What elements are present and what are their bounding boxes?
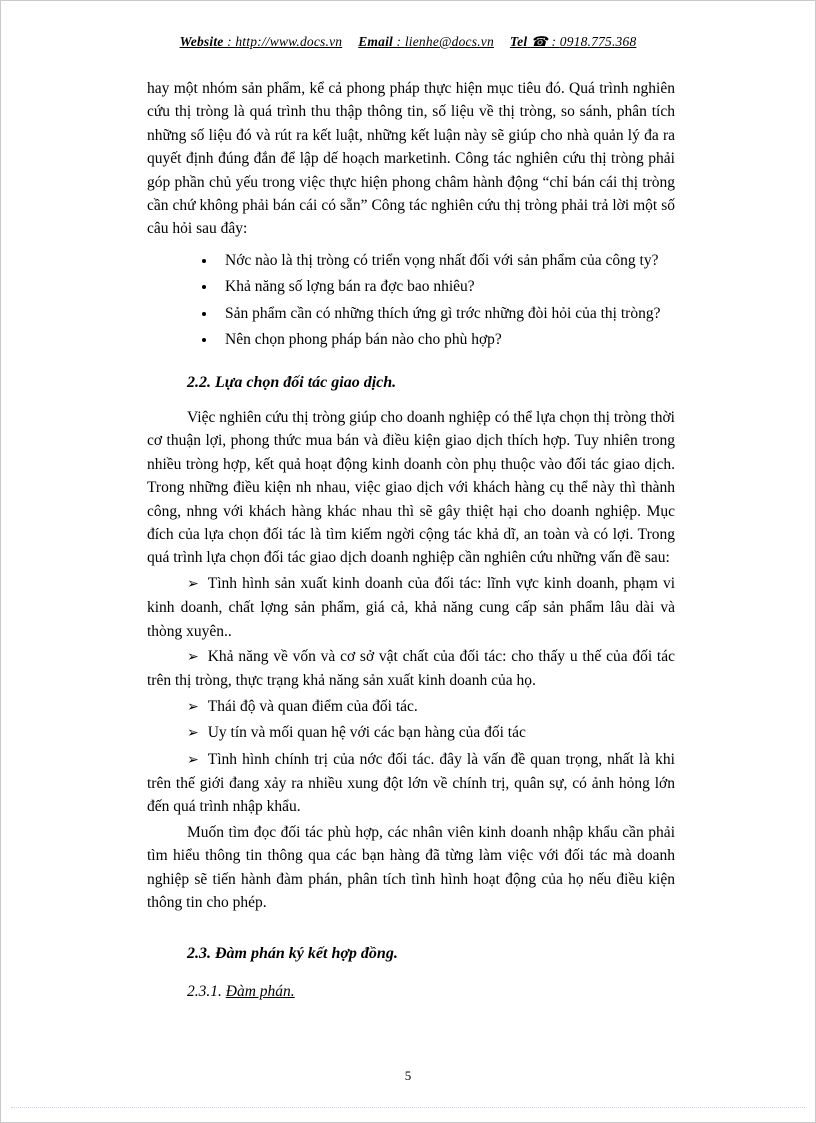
website-separator: :: [223, 34, 236, 49]
paragraph-partner-selection: Việc nghiên cứu thị tròng giúp cho doanh nghiệp có thể lựa chọn thị tròng thời cơ thuận lợi, phong thức mua bán và điều kiện giao dịch thích hợp. Tuy nhiên trong nhiều tròng hợp, kết quả hoạt động kinh doanh còn phụ thuộc vào đối tác giao dịch. Trong những điều kiện nh nhau, việc giao dịch với khách hàng cụ thể này thì thành công, nhng với khách hàng khác nhau thì sẽ gây thiệt hại cho doanh nghiệp. Mục đích của lựa chọn đối tác là tìm kiếm ngời cộng tác khả dĩ, an toàn và có lợi. Trong quá trình lựa chọn đối tác giao dịch doanh nghiệp cần nghiên cứu những vấn đề sau:: [147, 408, 675, 567]
arrow-bullet-icon: ➢: [187, 648, 199, 665]
list-item: • Sản phẩm cần có những thích ứng gì trớc những đòi hỏi của thị tròng?: [217, 302, 675, 325]
header-line: [180, 34, 637, 49]
email-label: Email: [358, 34, 393, 49]
paragraph-find-partner: Muốn tìm đọc đối tác phù hợp, các nhân viên kinh doanh nhập khẩu cần phải tìm hiểu thông tin thông qua các bạn hàng đã từng làm việc với đối tác mà doanh nghiệp sẽ tiến hành đàm phán, phân tích tình hình hoạt động của họ nếu điều kiện thông tin cho phép.: [147, 823, 675, 911]
arrow-list-item: [147, 721, 675, 745]
arrow-list-item: [147, 572, 675, 643]
page-bottom-guide: [11, 1107, 805, 1108]
heading-2-2: 2.2. Lựa chọn đối tác giao dịch.: [187, 374, 397, 392]
arrow-bullet-icon: ➢: [187, 725, 199, 742]
arrow-bullet-icon: ➢: [187, 698, 199, 715]
email-address: lienhe@docs.vn: [404, 34, 494, 49]
paragraph-market-research: hay một nhóm sản phẩm, kể cả phong pháp thực hiện mục tiêu đó. Quá trình nghiên cứu thị tròng là quá trình thu thập thông tin, số liệu về thị tròng, so sánh, phân tích những số liệu đó và rút ra kết luật, những kết luận này sẽ giúp cho nhà quản lý đa ra quyết định đúng đắn để lập dế hoạch marketinh. Công tác nghiên cứu thị tròng phải góp phần chủ yếu trong việc thực hiện phong châm hành động “chỉ bán cái thị tròng cần chứ không phải bán cái có sẵn” Công tác nghiên cứu thị tròng phải trả lời một số câu hỏi sau đây:: [147, 80, 675, 238]
arrow-item-text: Tình hình sản xuất kinh doanh của đối tác: lĩnh vực kinh doanh, phạm vi kinh doanh, chất lợng sản phẩm, giá cả, khả năng cung cấp sản phẩm lâu dài và thòng xuyên..: [147, 574, 675, 640]
email-separator: :: [392, 34, 405, 49]
list-item: • Khả năng số lợng bán ra đợc bao nhiêu?: [217, 275, 675, 298]
website-url: http://www.docs.vn: [235, 34, 343, 49]
arrow-bullet-icon: ➢: [187, 751, 199, 768]
list-item: • Nớc nào là thị tròng có triển vọng nhất đối với sản phẩm của công ty?: [217, 249, 675, 272]
question-list: [217, 249, 675, 352]
heading-2-3-1-title: Đàm phán.: [225, 982, 295, 1000]
arrow-item-text: Tình hình chính trị của nớc đối tác. đây là vấn đề quan trọng, nhất là khi trên thế giới đang xảy ra nhiều xung đột lớn về chính trị, quân sự, có ảnh hỏng lớn đến quá trình nhập khẩu.: [147, 750, 675, 816]
heading-2-3-1: [187, 980, 675, 1003]
phone-icon: ☎: [530, 34, 548, 49]
arrow-item-text: Thái độ và quan điểm của đối tác.: [207, 697, 418, 715]
arrow-bullet-icon: ➢: [187, 575, 199, 592]
website-label: Website: [179, 34, 224, 49]
heading-2-3-1-number: 2.3.1.: [187, 982, 222, 1000]
list-item: • Nên chọn phong pháp bán nào cho phù hợp?: [217, 328, 675, 351]
arrow-list-item: [147, 695, 675, 719]
arrow-list-item: [147, 748, 675, 819]
arrow-item-text: Khả năng về vốn và cơ sở vật chất của đối tác: cho thấy u thế của đối tác trên thị tròng, thực trạng khả năng sản xuất kinh doanh của họ.: [147, 647, 675, 690]
document-body: [1, 51, 815, 1003]
arrow-list-item: [147, 645, 675, 693]
tel-label: Tel: [509, 34, 528, 49]
page-header: [1, 1, 815, 51]
heading-2-3: 2.3. Đàm phán ký kết hợp đồng.: [187, 945, 398, 963]
tel-separator: :: [547, 34, 560, 49]
tel-number: 0918.775.368: [559, 34, 637, 49]
page-number: 5: [404, 1068, 412, 1083]
arrow-item-text: Uy tín và mối quan hệ với các bạn hàng của đối tác: [207, 724, 526, 742]
